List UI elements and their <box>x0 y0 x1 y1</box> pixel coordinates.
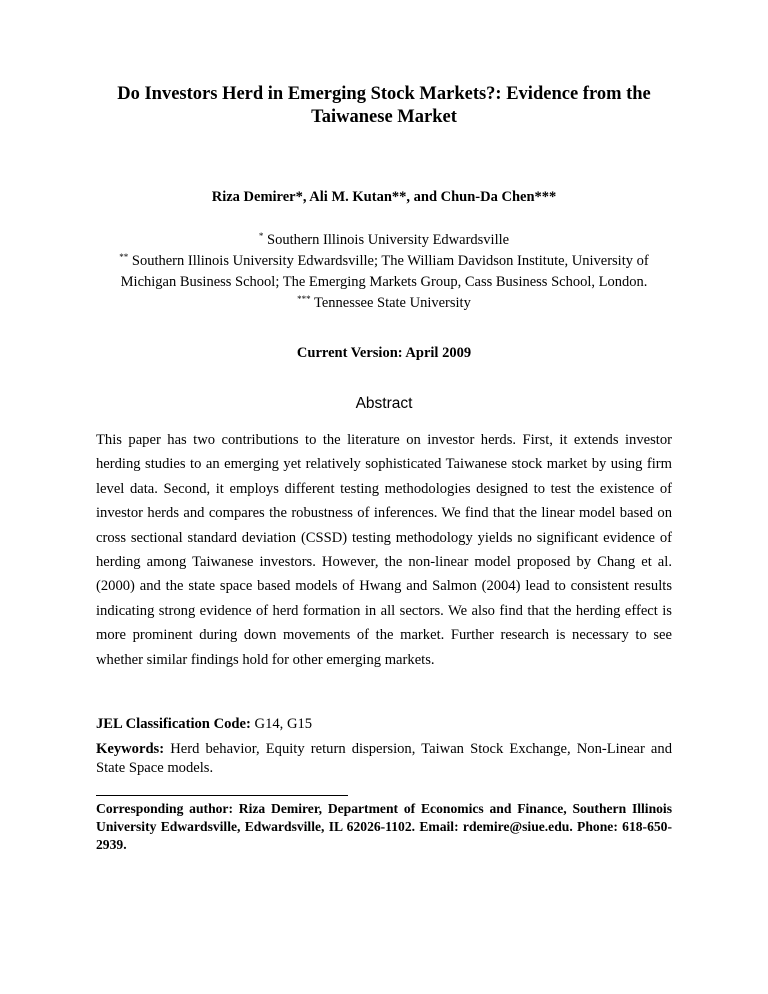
abstract-line: cross sectional standard deviation (CSSD) testing methodology yields no significant evidence of <box>96 529 672 546</box>
abstract-line: investor herds and compares the robustness of inferences. We find that the linear model based on <box>96 505 672 522</box>
version: Current Version: April 2009 <box>296 345 472 361</box>
abstract-line: more prominent during down movements of the market. Further research is necessary to see <box>96 627 672 644</box>
affiliations <box>60 230 708 314</box>
abstract-line: herding studies to an emerging yet relatively sophisticated Taiwanese stock market by using firm <box>96 456 672 473</box>
affiliation-mark: *** <box>297 294 311 304</box>
jel-value: G14, G15 <box>250 716 313 732</box>
affiliation <box>60 293 708 314</box>
corresponding-author: Corresponding author: Riza Demirer, Department of Economics and Finance, Southern Illinois University Edwardsville, Edwardsville, IL 62026-1102. Email: rdemire@siue.edu. Phone: 618-650-2939. <box>96 801 672 852</box>
abstract-body <box>96 430 672 674</box>
keywords-label: Keywords: <box>96 741 165 757</box>
keywords-value: Herd behavior, Equity return dispersion, Taiwan Stock Exchange, Non-Linear and State Space models. <box>96 741 672 776</box>
abstract-line: This paper has two contributions to the literature on investor herds. First, it extends investor <box>96 432 672 448</box>
affiliation <box>60 230 708 251</box>
abstract-heading: Abstract <box>355 395 413 412</box>
abstract-line: indicating strong evidence of herd formation in all sectors. We also find that the herding effect is <box>96 602 672 619</box>
affiliation-text: Tennessee State University <box>310 295 471 311</box>
affiliation <box>60 251 708 272</box>
authors: Riza Demirer*, Ali M. Kutan**, and Chun-Da Chen*** <box>211 189 557 205</box>
affiliation-mark: ** <box>119 252 129 262</box>
keywords <box>96 740 672 778</box>
affiliation <box>60 272 708 293</box>
abstract-line: whether similar findings hold for other emerging markets. <box>96 651 435 668</box>
footnote-rule <box>96 795 348 796</box>
affiliation-text: Southern Illinois University Edwardsville; The William Davidson Institute, University of <box>128 253 649 269</box>
affiliation-text: Southern Illinois University Edwardsville <box>263 232 510 248</box>
jel-codes <box>96 715 312 734</box>
jel-label: JEL Classification Code: <box>96 716 251 732</box>
title-line: Taiwanese Market <box>311 107 457 127</box>
affiliation-mark: * <box>258 231 264 241</box>
affiliation-text: Michigan Business School; The Emerging Markets Group, Cass Business School, London. <box>120 274 648 290</box>
abstract-line: (2000) and the state space based models of Hwang and Salmon (2004) lead to consistent results <box>96 578 672 595</box>
abstract-line: herding among Taiwanese investors. However, the non-linear model proposed by Chang et al. <box>96 553 672 570</box>
abstract-line: level data. Second, it employs different testing methodologies designed to test the existence of <box>96 480 672 497</box>
title-line: Do Investors Herd in Emerging Stock Markets?: Evidence from the <box>117 84 651 104</box>
paper-title <box>60 83 708 129</box>
